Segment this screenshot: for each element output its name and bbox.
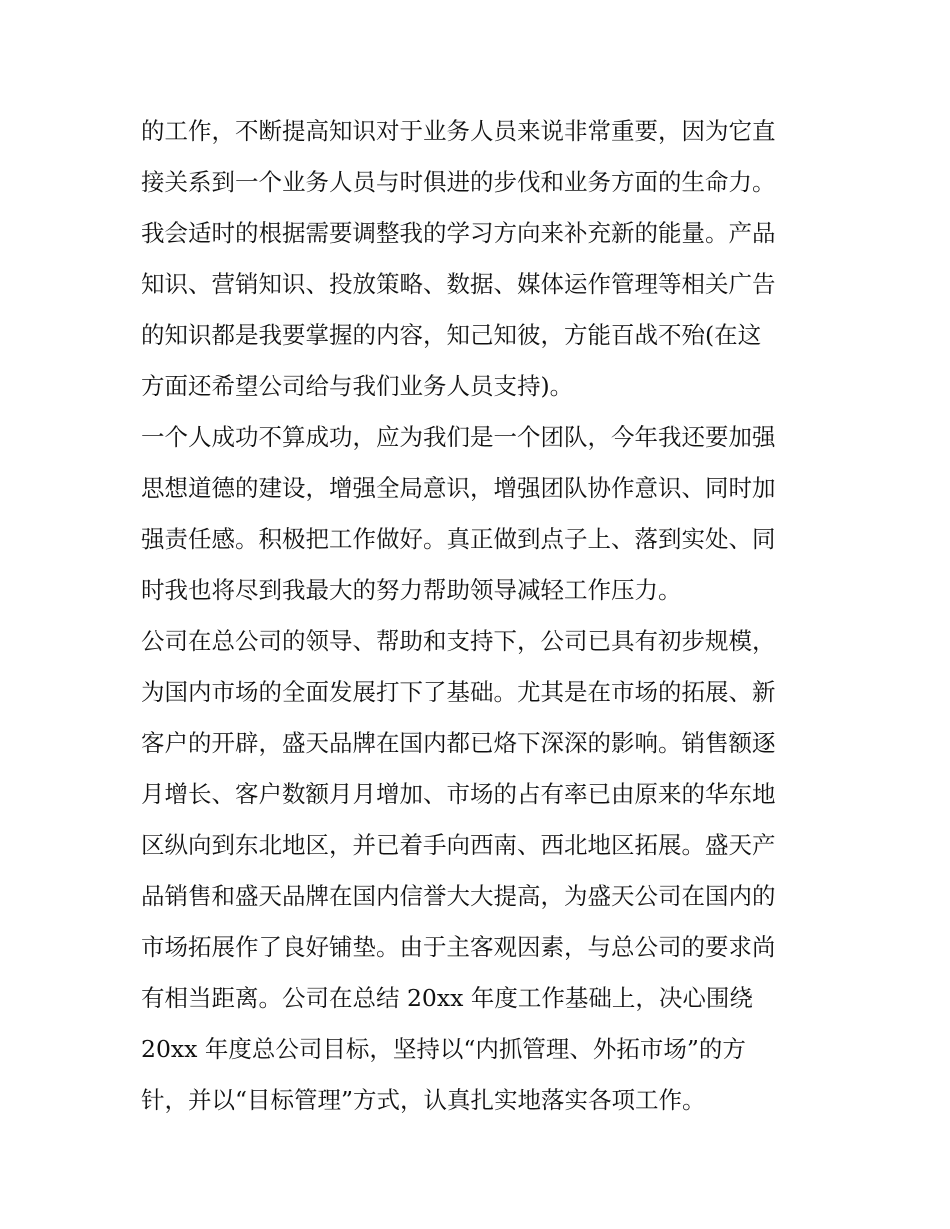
text-line: 我会适时的根据需要调整我的学习方向来补充新的能量。产品 [141, 219, 776, 247]
text-line: 市场拓展作了良好铺垫。由于主客观因素，与总公司的要求尚 [141, 933, 776, 961]
text-line: 品销售和盛天品牌在国内信誉大大提高，为盛天公司在国内的 [141, 882, 776, 910]
text-line: 20xx 年度总公司目标，坚持以“内抓管理、外拓市场”的方 [141, 1035, 746, 1063]
text-line: 强责任感。积极把工作做好。真正做到点子上、落到实处、同 [141, 525, 776, 553]
text-line: 公司在总公司的领导、帮助和支持下，公司已具有初步规模， [141, 627, 776, 655]
text-line: 时我也将尽到我最大的努力帮助领导减轻工作压力。 [141, 576, 682, 604]
text-line: 客户的开辟，盛天品牌在国内都已烙下深深的影响。销售额逐 [141, 729, 776, 757]
text-line: 一个人成功不算成功，应为我们是一个团队，今年我还要加强 [141, 423, 776, 451]
text-line: 有相当距离。公司在总结 20xx 年度工作基础上，决心围绕 [141, 984, 753, 1012]
text-line: 知识、营销知识、投放策略、数据、媒体运作管理等相关广告 [141, 270, 776, 298]
text-line: 针，并以“目标管理”方式，认真扎实地落实各项工作。 [141, 1086, 706, 1114]
text-line: 区纵向到东北地区，并已着手向西南、西北地区拓展。盛天产 [141, 831, 776, 859]
text-line: 的工作，不断提高知识对于业务人员来说非常重要，因为它直 [141, 117, 776, 145]
text-line: 的知识都是我要掌握的内容，知己知彼，方能百战不殆(在这 [141, 321, 762, 349]
text-line: 思想道德的建设，增强全局意识，增强团队协作意识、同时加 [141, 474, 776, 502]
text-line: 为国内市场的全面发展打下了基础。尤其是在市场的拓展、新 [141, 678, 776, 706]
text-line: 接关系到一个业务人员与时俱进的步伐和业务方面的生命力。 [141, 168, 776, 196]
text-line: 方面还希望公司给与我们业务人员支持)。 [141, 372, 574, 400]
text-line: 月增长、客户数额月月增加、市场的占有率已由原来的华东地 [141, 780, 776, 808]
body-text [141, 106, 821, 1126]
